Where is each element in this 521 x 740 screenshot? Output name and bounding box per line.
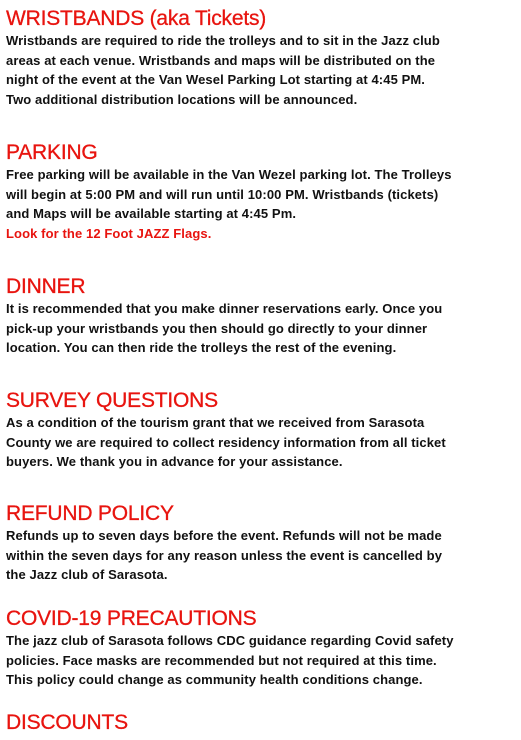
section-text-line: will begin at 5:00 PM and will run until 10:00 PM. Wristbands (tickets): [6, 186, 439, 202]
section-text-line: It is recommended that you make dinner reservations early. Once you: [6, 301, 443, 316]
section-text-line: This policy could change as community health conditions change.: [6, 672, 423, 687]
jazz-flags-notice: Look for the 12 Foot JAZZ Flags.: [6, 225, 212, 241]
section-refund-policy: [6, 502, 514, 585]
section-text-line: As a condition of the tourism grant that we received from Sarasota: [6, 415, 425, 430]
section-text-line: Two additional distribution locations will be announced.: [6, 91, 358, 107]
section-text-line: pick-up your wristbands you then should go directly to your dinner: [6, 320, 428, 336]
section-heading-refund-policy: REFUND POLICY: [6, 502, 174, 525]
section-heading-covid-precautions: COVID-19 PRECAUTIONS: [6, 607, 257, 630]
section-wristbands: [6, 7, 514, 109]
section-discounts: [6, 711, 514, 735]
section-text-line: within the seven days for any reason unless the event is cancelled by: [6, 547, 443, 563]
section-text-line: Wristbands are required to ride the trolleys and to sit in the Jazz club: [6, 33, 440, 48]
section-survey-questions: [6, 389, 514, 472]
section-text-line: Free parking will be available in the Van Wezel parking lot. The Trolleys: [6, 167, 452, 182]
section-text-line: the Jazz club of Sarasota.: [6, 567, 168, 582]
section-text-line: night of the event at the Van Wesel Parking Lot starting at 4:45 PM.: [6, 72, 426, 87]
section-heading-discounts: DISCOUNTS: [6, 711, 128, 734]
section-text-line: areas at each venue. Wristbands and maps will be distributed on the: [6, 52, 436, 68]
section-parking: [6, 141, 514, 243]
section-heading-parking: PARKING: [6, 141, 98, 164]
section-text-line: and Maps will be available starting at 4:45 Pm.: [6, 206, 297, 221]
section-heading-survey-questions: SURVEY QUESTIONS: [6, 389, 218, 412]
section-text-line: County we are required to collect residency information from all ticket: [6, 434, 446, 450]
section-text-line: buyers. We thank you in advance for your assistance.: [6, 454, 343, 469]
section-text-line: The jazz club of Sarasota follows CDC guidance regarding Covid safety: [6, 633, 454, 648]
section-dinner: [6, 275, 514, 358]
section-text-line: location. You can then ride the trolleys the rest of the evening.: [6, 340, 397, 355]
section-heading-dinner: DINNER: [6, 275, 86, 298]
section-text-line: Refunds up to seven days before the event. Refunds will not be made: [6, 528, 442, 543]
section-heading-wristbands: WRISTBANDS (aka Tickets): [6, 7, 267, 30]
section-text-line: policies. Face masks are recommended but not required at this time.: [6, 652, 437, 668]
section-covid-precautions: [6, 607, 514, 690]
